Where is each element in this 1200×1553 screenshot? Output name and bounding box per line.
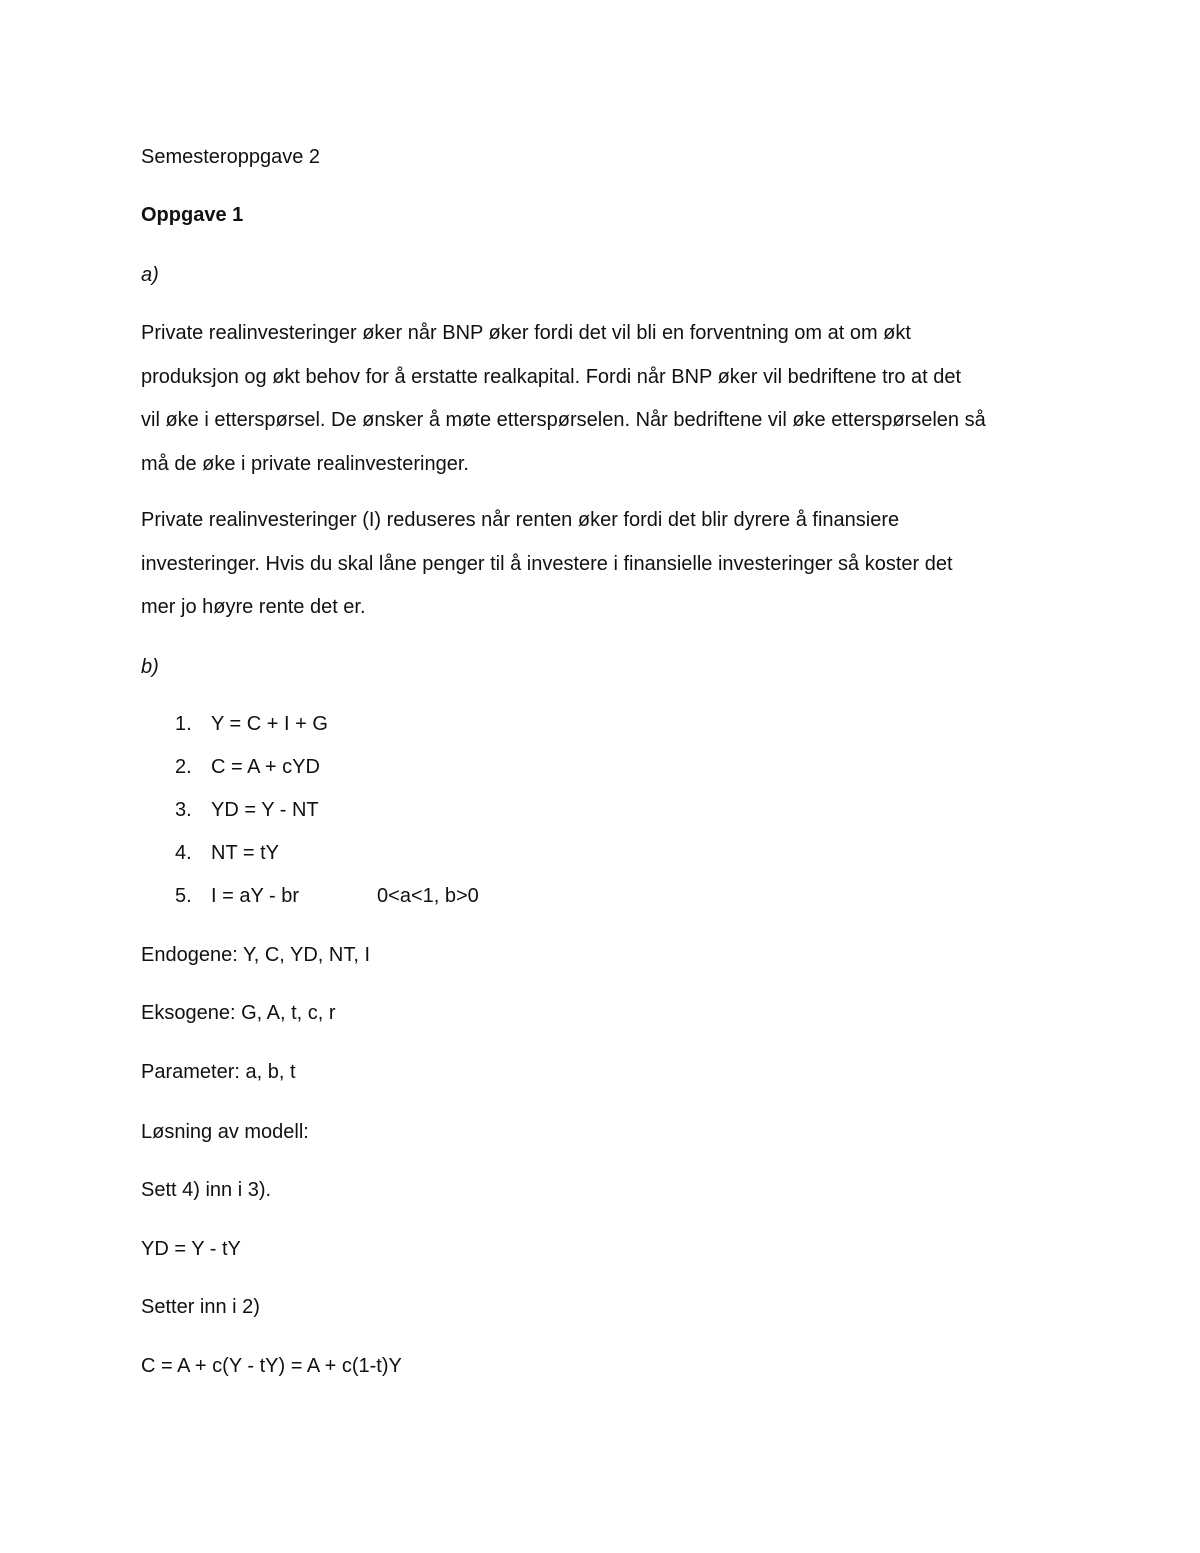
equation-list — [175, 712, 479, 927]
solution-heading: Løsning av modell: — [141, 1121, 309, 1143]
equation-item — [175, 712, 479, 755]
parameter-line: Parameter: a, b, t — [141, 1061, 296, 1083]
document-header: Semesteroppgave 2 — [141, 146, 321, 168]
equation-c: C = A + c(Y - tY) = A + c(1-t)Y — [141, 1355, 402, 1377]
equation-number: 2. — [175, 756, 192, 778]
eksogene-line: Eksogene: G, A, t, c, r — [141, 1002, 336, 1024]
paragraph-1-line: må de øke i private realinvesteringer. — [141, 452, 469, 475]
equation-condition: 0<a<1, b>0 — [377, 885, 479, 907]
step-setter-inn: Setter inn i 2) — [141, 1296, 260, 1318]
paragraph-1 — [141, 312, 1061, 486]
equation-text: I = aY - br — [211, 885, 300, 907]
paragraph-1-line: Private realinvesteringer øker når BNP øker fordi det vil bli en forventning om at om økt — [141, 322, 911, 344]
equation-number: 1. — [175, 713, 192, 735]
paragraph-1-line: produksjon og økt behov for å erstatte realkapital. Fordi når BNP øker vil bedriftene tro at det — [141, 365, 962, 388]
equation-number: 4. — [175, 842, 192, 864]
paragraph-2-line: mer jo høyre rente det er. — [141, 596, 366, 618]
equation-number: 3. — [175, 799, 192, 821]
equation-text: YD = Y - NT — [211, 799, 319, 821]
equation-text: C = A + cYD — [211, 756, 320, 778]
equation-number: 5. — [175, 885, 192, 907]
equation-text: Y = C + I + G — [211, 713, 328, 735]
equation-item — [175, 755, 479, 798]
paragraph-2 — [141, 499, 1061, 630]
section-b-label: b) — [141, 656, 159, 678]
section-a-label: a) — [141, 264, 159, 286]
paragraph-2-line: Private realinvesteringer (I) reduseres når renten øker fordi det blir dyrere å finansiere — [141, 509, 900, 531]
paragraph-1-line: vil øke i etterspørsel. De ønsker å møte etterspørselen. Når bedriftene vil øke etterspørselen så — [141, 409, 986, 431]
step-sett-4: Sett 4) inn i 3). — [141, 1179, 272, 1201]
equation-item — [175, 884, 479, 927]
equation-yd: YD = Y - tY — [141, 1238, 241, 1260]
paragraph-2-line: investeringer. Hvis du skal låne penger til å investere i finansielle investeringer så koster det — [141, 552, 953, 575]
equation-text: NT = tY — [211, 842, 279, 864]
equation-item — [175, 841, 479, 884]
heading-oppgave-1: Oppgave 1 — [141, 204, 244, 226]
equation-item — [175, 798, 479, 841]
endogene-line: Endogene: Y, C, YD, NT, I — [141, 944, 371, 966]
